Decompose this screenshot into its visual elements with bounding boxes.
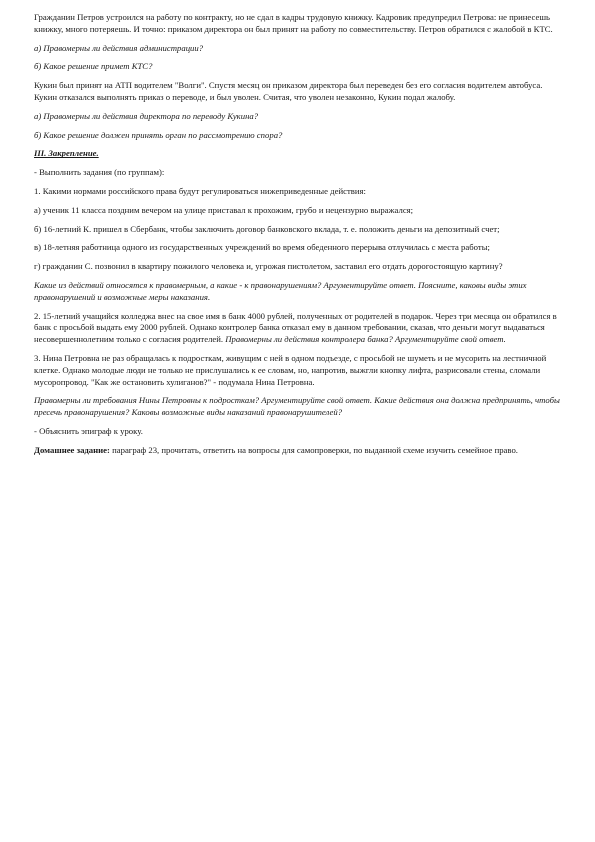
- document-page: [34, 12, 564, 464]
- case2-text: Кукин был принят на АТП водителем "Волги". Спустя месяц он приказом директора был переведен без его согласия водителем автобуса. Кукин отказался выполнять приказ о переводе, и был уволен. Считая, что уволен незаконно, Кукин подал жалобу.: [34, 80, 543, 102]
- task1-item-b: б) 16-летний К. пришел в Сбербанк, чтобы заключить договор банковского вклада, т. е. положить деньги на депозитный счет;: [34, 223, 500, 234]
- task1-text: 1. Какими нормами российского права будут регулироваться нижеприведенные действия:: [34, 185, 366, 196]
- task3-text: 3. Нина Петровна не раз обращалась к подросткам, живущим с ней в одном подъезде, с просьбой не шуметь и не мусорить на лестничной клетке. Однако молодые люди не только не прислушались к ее словам, но, напротив, выжгли кнопку лифта, разрисовали стены, сломали мусоропровод. "Как же остановить хулиганов?" - подумала Нина Петровна.: [34, 352, 547, 387]
- homework-label: Домашнее задание:: [34, 444, 110, 455]
- epigraph-task: - Объяснить эпиграф к уроку.: [34, 425, 143, 436]
- case1-question-a: а) Правомерны ли действия администрации?: [34, 42, 204, 53]
- task2-text: 2. 15-летний учащийся колледжа внес на свое имя в банк 4000 рублей, полученных от родителей в подарок. Через три месяца он обратился в банк с просьбой выдать ему 2000 рублей. Однако контролер банка отказал ему в данном требовании, сказав, что деньги могут выдаваться несовершеннолетним только с согласия родителей.: [34, 310, 557, 345]
- homework-text: параграф 23, прочитать, ответить на вопросы для самопроверки, по выданной схеме изучить семейное право.: [109, 444, 518, 455]
- task2-question: Правомерны ли действия контролера банка? Аргументируйте свой ответ.: [225, 334, 506, 345]
- homework-paragraph: [34, 445, 564, 457]
- tasks-intro: - Выполнить задания (по группам):: [34, 167, 165, 178]
- case1-question-b: б) Какое решение примет КТС?: [34, 61, 153, 72]
- case2-question-a: а) Правомерны ли действия директора по переводу Кукина?: [34, 110, 259, 121]
- task2-paragraph: [34, 311, 564, 346]
- task1-item-a: а) ученик 11 класса поздним вечером на улице приставал к прохожим, грубо и нецензурно выражался;: [34, 204, 414, 215]
- task3-question: Правомерны ли требования Нины Петровны к подросткам? Аргументируйте свой ответ. Какие действия она должна предпринять, чтобы пресечь правонарушения? Каковы возможные виды наказаний правонарушителей?: [34, 395, 560, 418]
- task1-item-c: в) 18-летняя работница одного из государственных учреждений во время обеденного перерыва отлучилась с места работы;: [34, 242, 490, 253]
- task1-question: Какие из действий относятся к правомерным, а какие - к правонарушениям? Аргументируйте ответ. Поясните, каковы виды этих правонарушений и возможные меры наказания.: [34, 279, 527, 302]
- section-heading-block: [34, 148, 564, 160]
- case2-question-b: б) Какое решение должен принять орган по рассмотрению спора?: [34, 129, 283, 140]
- task1-item-d: г) гражданин С. позвонил в квартиру пожилого человека и, угрожая пистолетом, заставил его отдать дорогостоящую картину?: [34, 261, 503, 272]
- section-heading: III. Закрепление.: [34, 148, 99, 159]
- case1-text: Гражданин Петров устроился на работу по контракту, но не сдал в кадры трудовую книжку. Кадровик предупредил Петрова: не принесешь книжку, много потеряешь. И точно: приказом директора он был принят на работу по совместительству. Петров обратился с жалобой в КТС.: [34, 12, 553, 34]
